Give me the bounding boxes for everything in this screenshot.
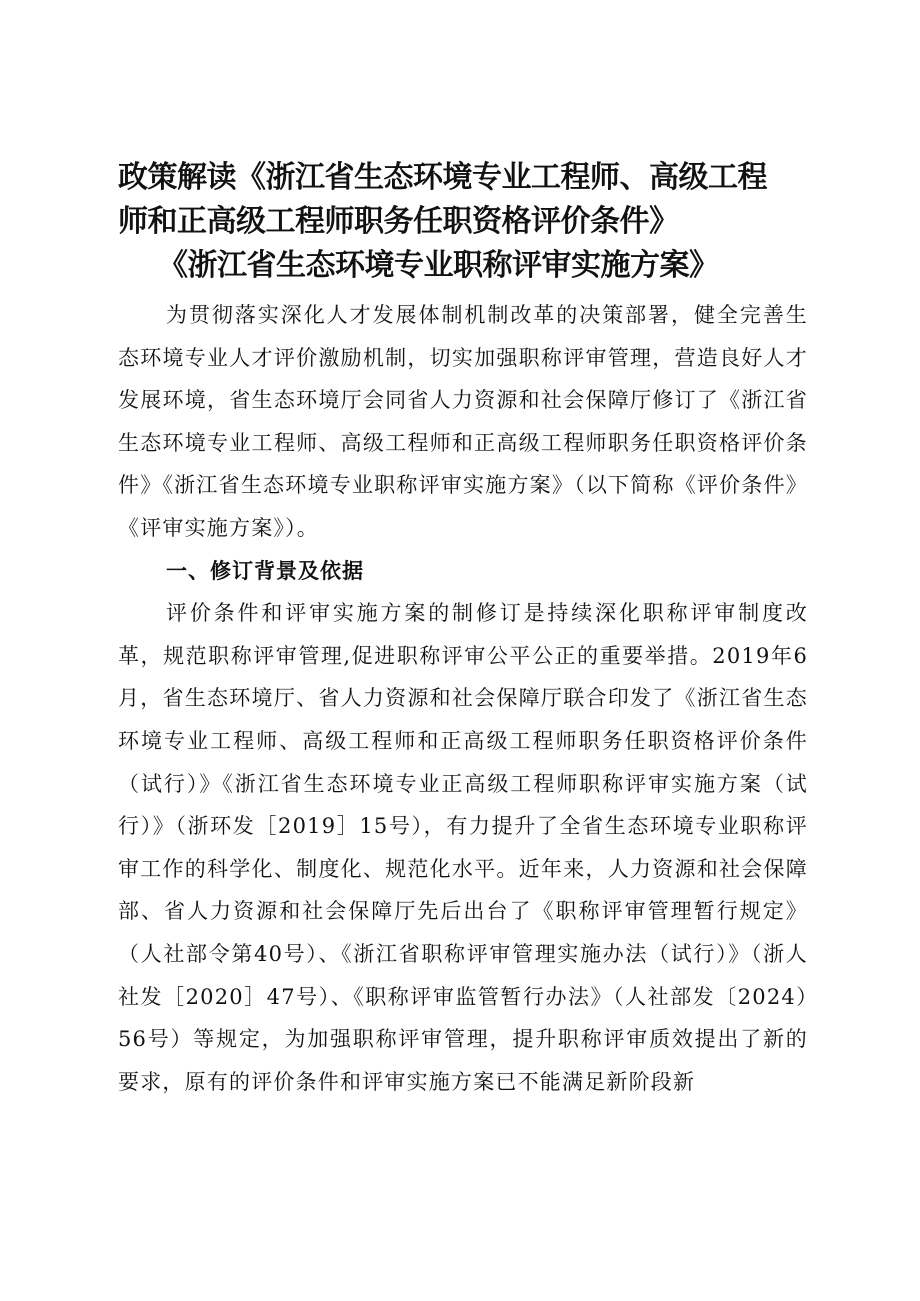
section-heading: 一、修订背景及依据: [166, 558, 364, 583]
document-body: [118, 294, 808, 1103]
title-line-1: 政策解读《浙江省生态环境专业工程师、高级工程: [118, 160, 767, 195]
title-line-3: 《浙江省生态环境专业职称评审实施方案》: [158, 248, 719, 283]
title-line-2: 师和正高级工程师职务任职资格评价条件》: [118, 204, 679, 239]
document-title: [118, 156, 818, 288]
section-paragraph: 评价条件和评审实施方案的制修订是持续深化职称评审制度改革，规范职称评审管理,促进职称评审公平公正的重要举措。2019年6月，省生态环境厅、省人力资源和社会保障厅联合印发了《浙江省生态环境专业工程师、高级工程师和正高级工程师职务任职资格评价条件（试行）》《浙江省生态环境专业正高级工程师职称评审实施方案（试行）》（浙环发［2019］15号），有力提升了全省生态环境专业职称评审工作的科学化、制度化、规范化水平。近年来，人力资源和社会保障部、省人力资源和社会保障厅先后出台了《职称评审管理暂行规定》（人社部令第40号）、《浙江省职称评审管理实施办法（试行）》（浙人社发［2020］47号）、《职称评审监管暂行办法》（人社部发〔2024）56号）等规定，为加强职称评审管理，提升职称评审质效提出了新的要求，原有的评价条件和评审实施方案已不能满足新阶段新: [118, 601, 808, 1094]
intro-paragraph: 为贯彻落实深化人才发展体制机制改革的决策部署，健全完善生态环境专业人才评价激励机制，切实加强职称评审管理，营造良好人才发展环境，省生态环境厅会同省人力资源和社会保障厅修订了《浙江省生态环境专业工程师、高级工程师和正高级工程师职务任职资格评价条件》《浙江省生态环境专业职称评审实施方案》（以下简称《评价条件》《评审实施方案》）。: [118, 303, 808, 540]
